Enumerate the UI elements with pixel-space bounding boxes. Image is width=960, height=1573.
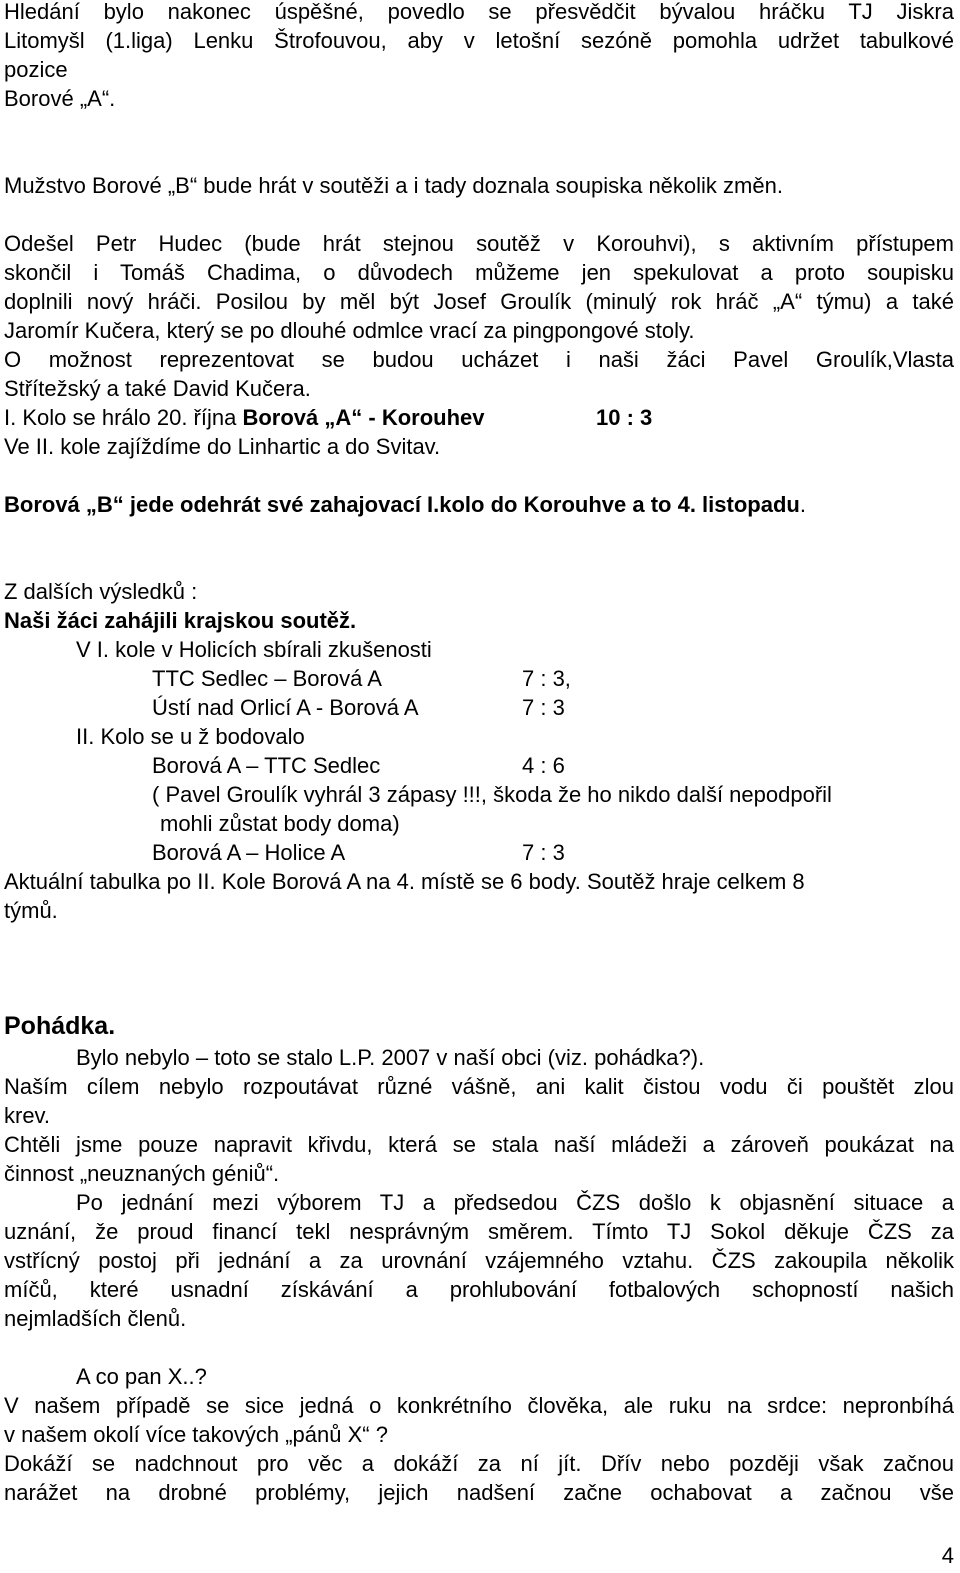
text-line: Střítežský a také David Kučera.: [4, 376, 311, 401]
result-line: [152, 664, 954, 693]
match-score: 10 : 3: [596, 405, 653, 430]
text-line: O možnost reprezentovat se budou ucházet i naši žáci Pavel Groulík,Vlasta: [4, 347, 954, 372]
text-line: v našem okolí více takových „pánů X“ ?: [4, 1422, 388, 1447]
text-line: A co pan X..?: [76, 1364, 207, 1389]
text-line: Naším cílem nebylo rozpoutávat různé vášně, ani kalit čistou vodu či pouštět zlou: [4, 1074, 954, 1099]
bold-announcement: Borová „B“ jede odehrát své zahajovací I.kolo do Korouhve a to 4. listopadu: [4, 492, 800, 517]
text-line: skončil i Tomáš Chadima, o důvodech můžeme jen spekulovat a proto soupisku: [4, 260, 954, 285]
match-teams: Ústí nad Orlicí A - Borová A: [152, 695, 419, 720]
text-line: narážet na drobné problémy, jejich nadšení začne ochabovat a začnou vše: [4, 1480, 954, 1505]
text-line: Litomyšl (1.liga) Lenku Štrofouvou, aby v letošní sezóně pomohla udržet tabulkové: [4, 28, 954, 53]
result-line: [152, 751, 954, 780]
text-line: týmů.: [4, 898, 58, 923]
match-score: 7 : 3,: [522, 666, 571, 691]
period: .: [799, 492, 806, 517]
section-heading: Naši žáci zahájili krajskou soutěž.: [4, 608, 357, 633]
text-line: Po jednání mezi výborem TJ a předsedou ČZS došlo k objasnění situace a: [76, 1190, 954, 1215]
text-line: Odešel Petr Hudec (bude hrát stejnou soutěž v Korouhvi), s aktivním přístupem: [4, 231, 954, 256]
text-line: krev.: [4, 1103, 51, 1128]
text-line: Borové „A“.: [4, 86, 116, 111]
text-line: Ve II. kole zajíždíme do Linhartic a do Svitav.: [4, 434, 441, 459]
match-score: 4 : 6: [522, 753, 565, 778]
text-line: Jaromír Kučera, který se po dlouhé odmlce vrací za pingpongové stoly.: [4, 318, 695, 343]
text-line: ( Pavel Groulík vyhrál 3 zápasy !!!, škoda že ho nikdo další nepodpořil: [152, 782, 832, 807]
text-line: vstřícný postoj při jednání a za urovnání vzájemného vztahu. ČZS zakoupila několik: [4, 1248, 954, 1273]
text-line: Z dalších výsledků :: [4, 579, 198, 604]
text-line: Dokáží se nadchnout pro věc a dokáží za ní jít. Dřív nebo později však začnou: [4, 1451, 954, 1476]
text-line: [4, 490, 954, 519]
text-line: pozice: [4, 57, 68, 82]
result-line: [4, 403, 954, 432]
text-line: činnost „neuznaných géniů“.: [4, 1161, 280, 1186]
text-line: míčů, které usnadní získávání a prohlubování fotbalových schopností našich: [4, 1277, 954, 1302]
text-line: Bylo nebylo – toto se stalo L.P. 2007 v naší obci (viz. pohádka?).: [76, 1045, 705, 1070]
match-score: 7 : 3: [522, 695, 565, 720]
text-line: Mužstvo Borové „B“ bude hrát v soutěži a i tady doznala soupiska několik změn.: [4, 173, 783, 198]
text-line: uznání, že proud financí tekl nesprávným směrem. Tímto TJ Sokol děkuje ČZS za: [4, 1219, 954, 1244]
match-teams: Borová A – Holice A: [152, 840, 346, 865]
result-line: [152, 693, 954, 722]
match-teams: TTC Sedlec – Borová A: [152, 666, 382, 691]
text-line: Aktuální tabulka po II. Kole Borová A na 4. místě se 6 body. Soutěž hraje celkem 8: [4, 869, 805, 894]
text-line: nejmladších členů.: [4, 1306, 187, 1331]
match-teams: Borová „A“ - Korouhev: [242, 405, 485, 430]
text-line: Chtěli jsme pouze napravit křivdu, která se stala naší mládeži a zároveň poukázat na: [4, 1132, 954, 1157]
result-prefix: I. Kolo se hrálo 20. října: [4, 405, 243, 430]
match-teams: Borová A – TTC Sedlec: [152, 753, 381, 778]
result-line: [152, 838, 954, 867]
match-score: 7 : 3: [522, 840, 565, 865]
text-line: Hledání bylo nakonec úspěšné, povedlo se přesvědčit bývalou hráčku TJ Jiskra: [4, 0, 954, 24]
text-line: V našem případě se sice jedná o konkrétního člověka, ale ruku na srdce: nepronbíhá: [4, 1393, 954, 1418]
text-line: II. Kolo se u ž bodovalo: [76, 724, 305, 749]
text-line: doplnili nový hráči. Posilou by měl být Josef Groulík (minulý rok hráč „A“ týmu) a také: [4, 289, 954, 314]
page-number: 4: [941, 1543, 954, 1568]
text-line: mohli zůstat body doma): [160, 811, 400, 836]
section-heading: Pohádka.: [4, 1012, 116, 1040]
text-line: V I. kole v Holicích sbírali zkušenosti: [76, 637, 432, 662]
